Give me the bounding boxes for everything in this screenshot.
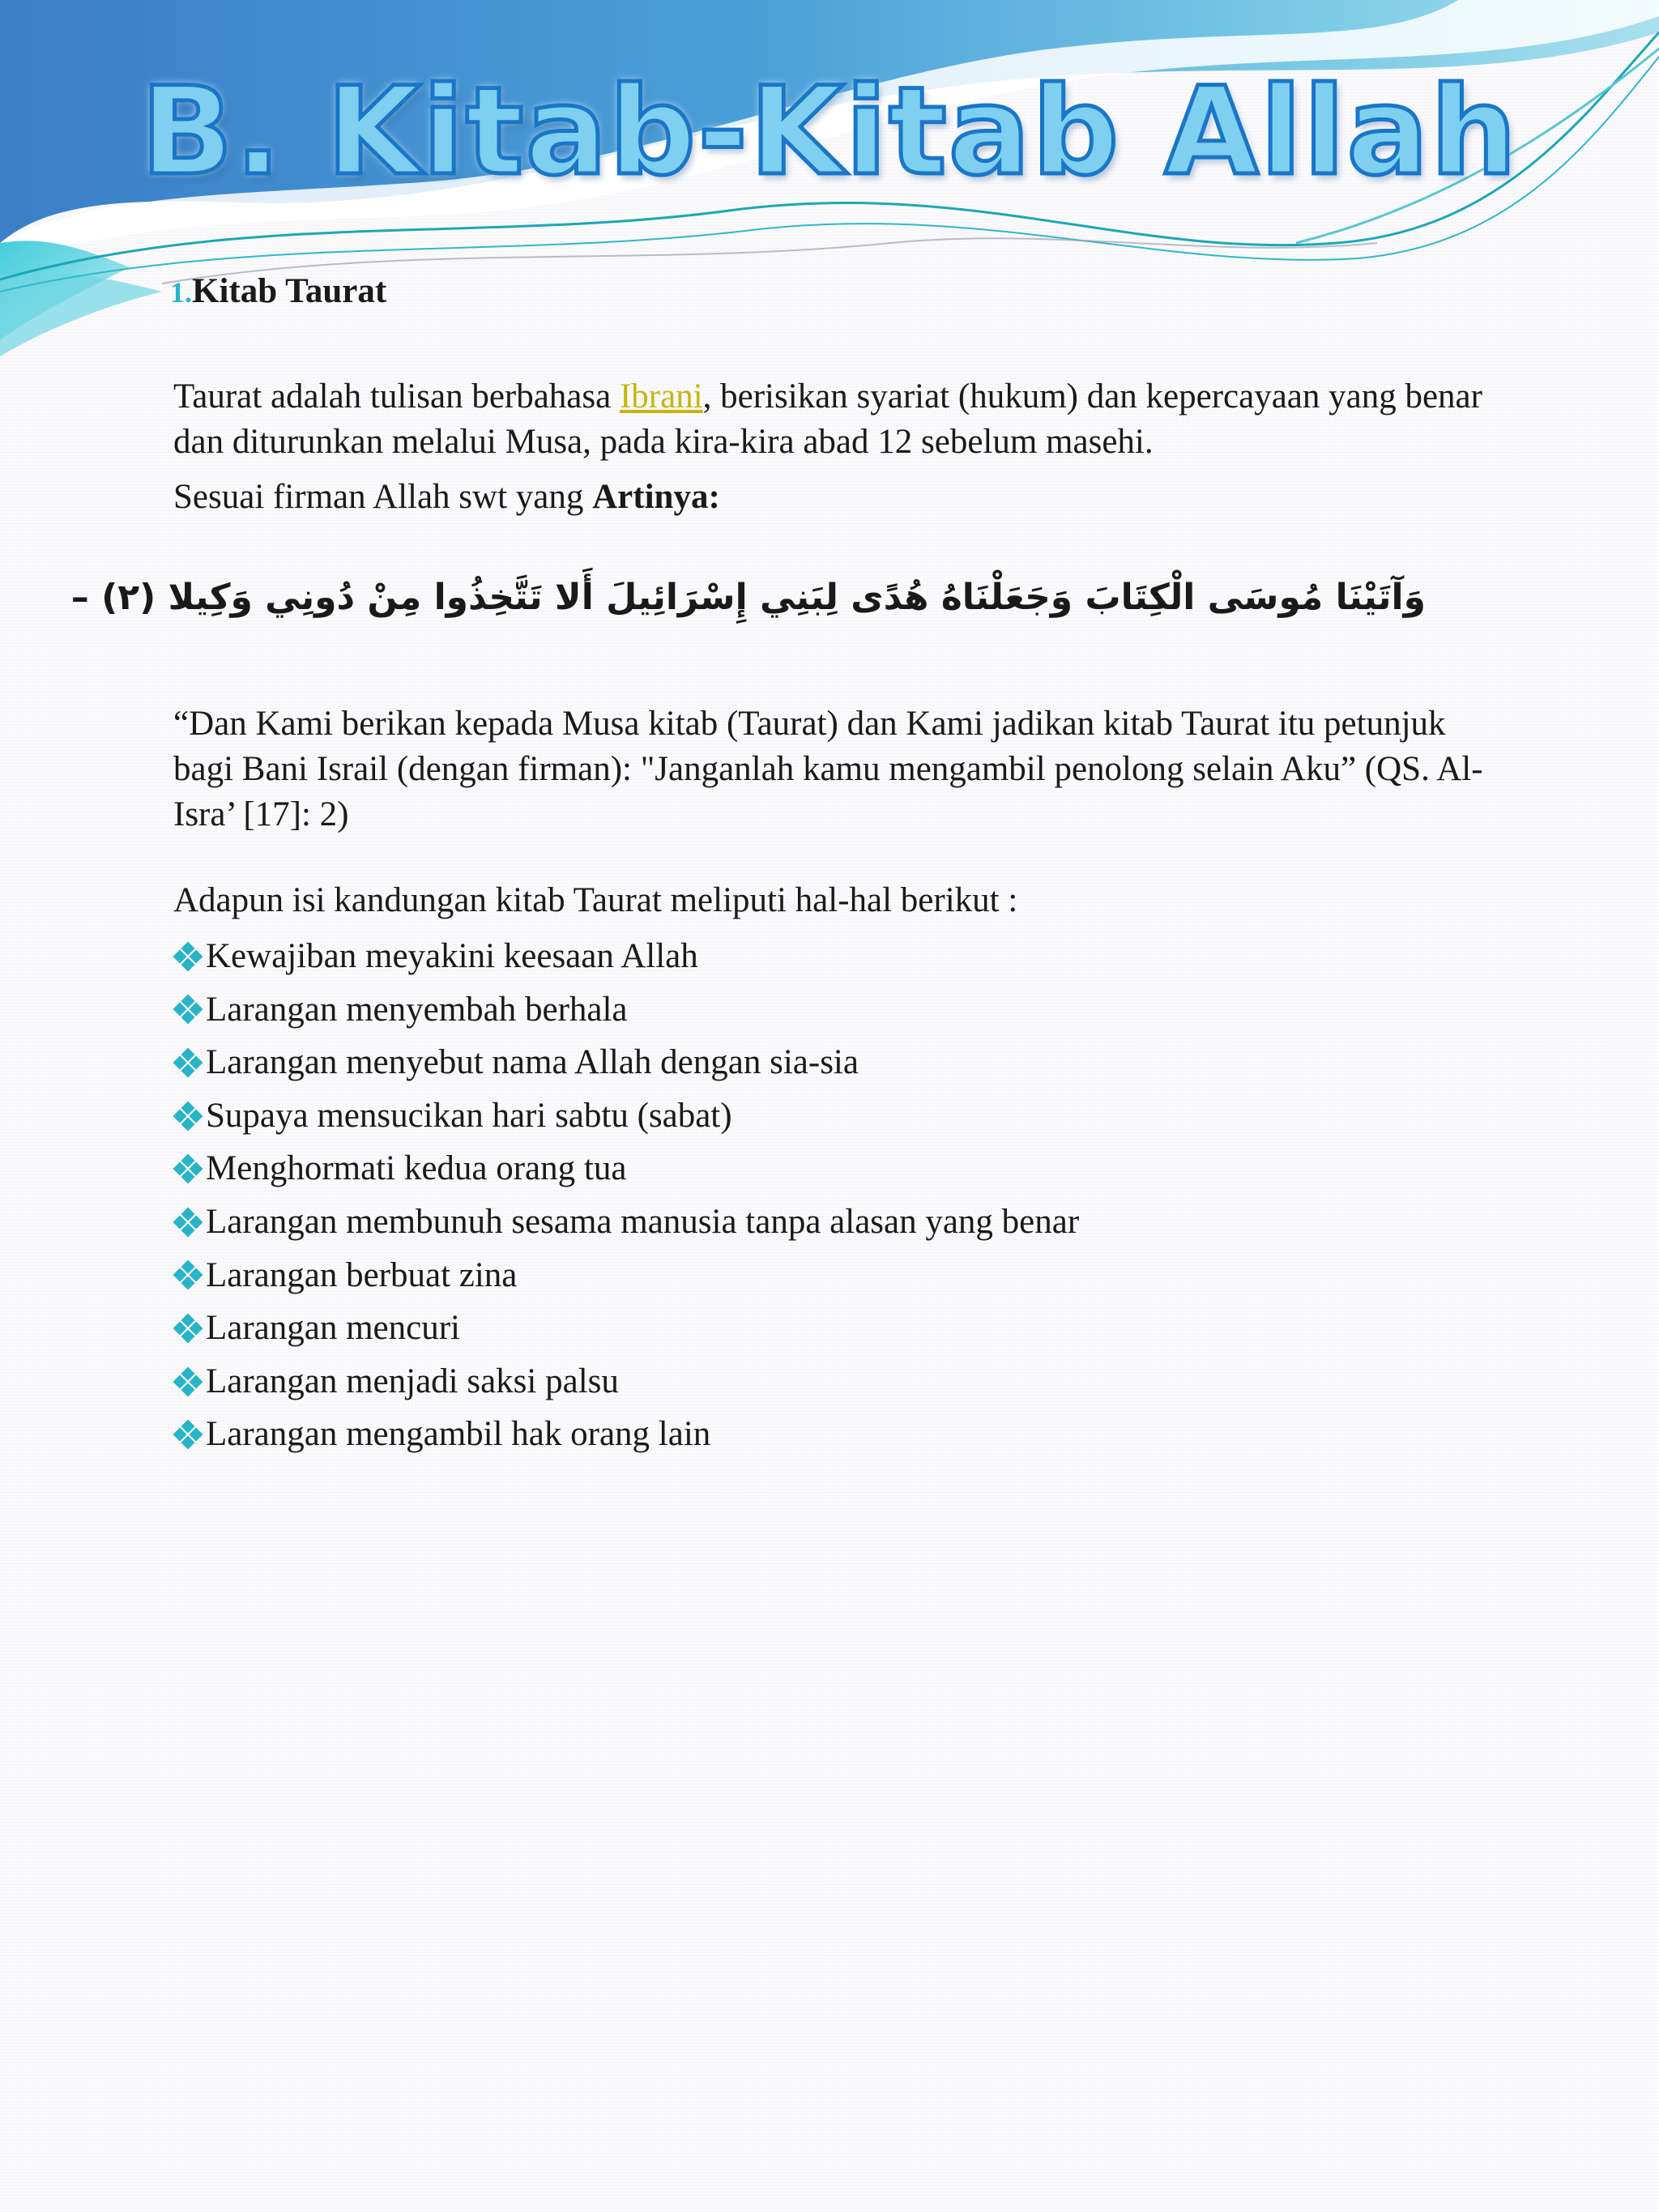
- list-item-text: Supaya mensucikan hari sabtu (sabat): [206, 1096, 732, 1135]
- section-heading: [170, 271, 386, 311]
- list-item: [173, 1089, 1079, 1143]
- list-item: [173, 1355, 1079, 1409]
- diamond-cluster-icon: [173, 1048, 203, 1077]
- list-item: [173, 983, 1079, 1037]
- list-item-text: Larangan berbuat zina: [206, 1255, 518, 1294]
- list-item-text: Larangan mengambil hak orang lain: [206, 1415, 711, 1454]
- list-item-text: Larangan menyembah berhala: [206, 990, 628, 1029]
- section-number: 1.: [170, 276, 192, 309]
- intro-paragraph: [173, 374, 1502, 465]
- firman-prefix: Sesuai firman Allah swt yang: [173, 478, 593, 516]
- list-item-text: Larangan mencuri: [206, 1309, 460, 1348]
- diamond-cluster-icon: [173, 1154, 203, 1183]
- list-item: [173, 930, 1079, 983]
- diamond-cluster-icon: [173, 1102, 203, 1131]
- firman-line: [173, 475, 1502, 520]
- intro-text-after-link: , berisikan syariat (hukum) dan kepercayaan yang benar dan diturunkan melalui Musa, pada kira-kira abad 12 sebelum masehi.: [173, 377, 1482, 461]
- verse-translation: “Dan Kami berikan kepada Musa kitab (Taurat) dan Kami jadikan kitab Taurat itu petunjuk bagi Bani Israil (dengan firman): "Janganlah kamu mengambil penolong selain Aku” (QS. Al-Isra’ [17]: 2): [173, 705, 1483, 833]
- list-item: [173, 1196, 1079, 1249]
- intro-text-before-link: Taurat adalah tulisan berbahasa: [173, 377, 620, 416]
- list-item-text: Larangan membunuh sesama manusia tanpa alasan yang benar: [206, 1202, 1080, 1241]
- list-item-text: Larangan menjadi saksi palsu: [206, 1362, 619, 1400]
- list-item-text: Menghormati kedua orang tua: [206, 1149, 627, 1188]
- list-item: [173, 1249, 1079, 1302]
- slide-title: B. Kitab-Kitab Allah: [140, 62, 1519, 202]
- list-item: [173, 1408, 1079, 1461]
- firman-bold-label: Artinya:: [592, 478, 720, 516]
- list-item: [173, 1142, 1079, 1196]
- list-item-text: Larangan menyebut nama Allah dengan sia-sia: [206, 1043, 859, 1082]
- diamond-cluster-icon: [173, 1367, 203, 1396]
- diamond-cluster-icon: [173, 942, 203, 971]
- diamond-cluster-icon: [173, 1314, 203, 1343]
- diamond-cluster-icon: [173, 1420, 203, 1449]
- arabic-verse: وَآتَيْنَا مُوسَى الْكِتَابَ وَجَعَلْنَاهُ هُدًى لِبَنِي إِسْرَائِيلَ أَلا تَتَّخِذُوا مِنْ دُونِي وَكِيلا (٢) –: [70, 577, 1426, 618]
- diamond-cluster-icon: [173, 995, 203, 1024]
- diamond-cluster-icon: [173, 1260, 203, 1289]
- list-item: [173, 1302, 1079, 1355]
- contents-list: [173, 930, 1079, 1461]
- list-item: [173, 1036, 1079, 1089]
- contents-intro: Adapun isi kandungan kitab Taurat meliputi hal-hal berikut :: [173, 881, 1018, 919]
- section-heading-text: Kitab Taurat: [192, 272, 387, 310]
- list-item-text: Kewajiban meyakini keesaan Allah: [206, 937, 698, 975]
- ibrani-link[interactable]: Ibrani: [619, 377, 703, 416]
- diamond-cluster-icon: [173, 1208, 203, 1237]
